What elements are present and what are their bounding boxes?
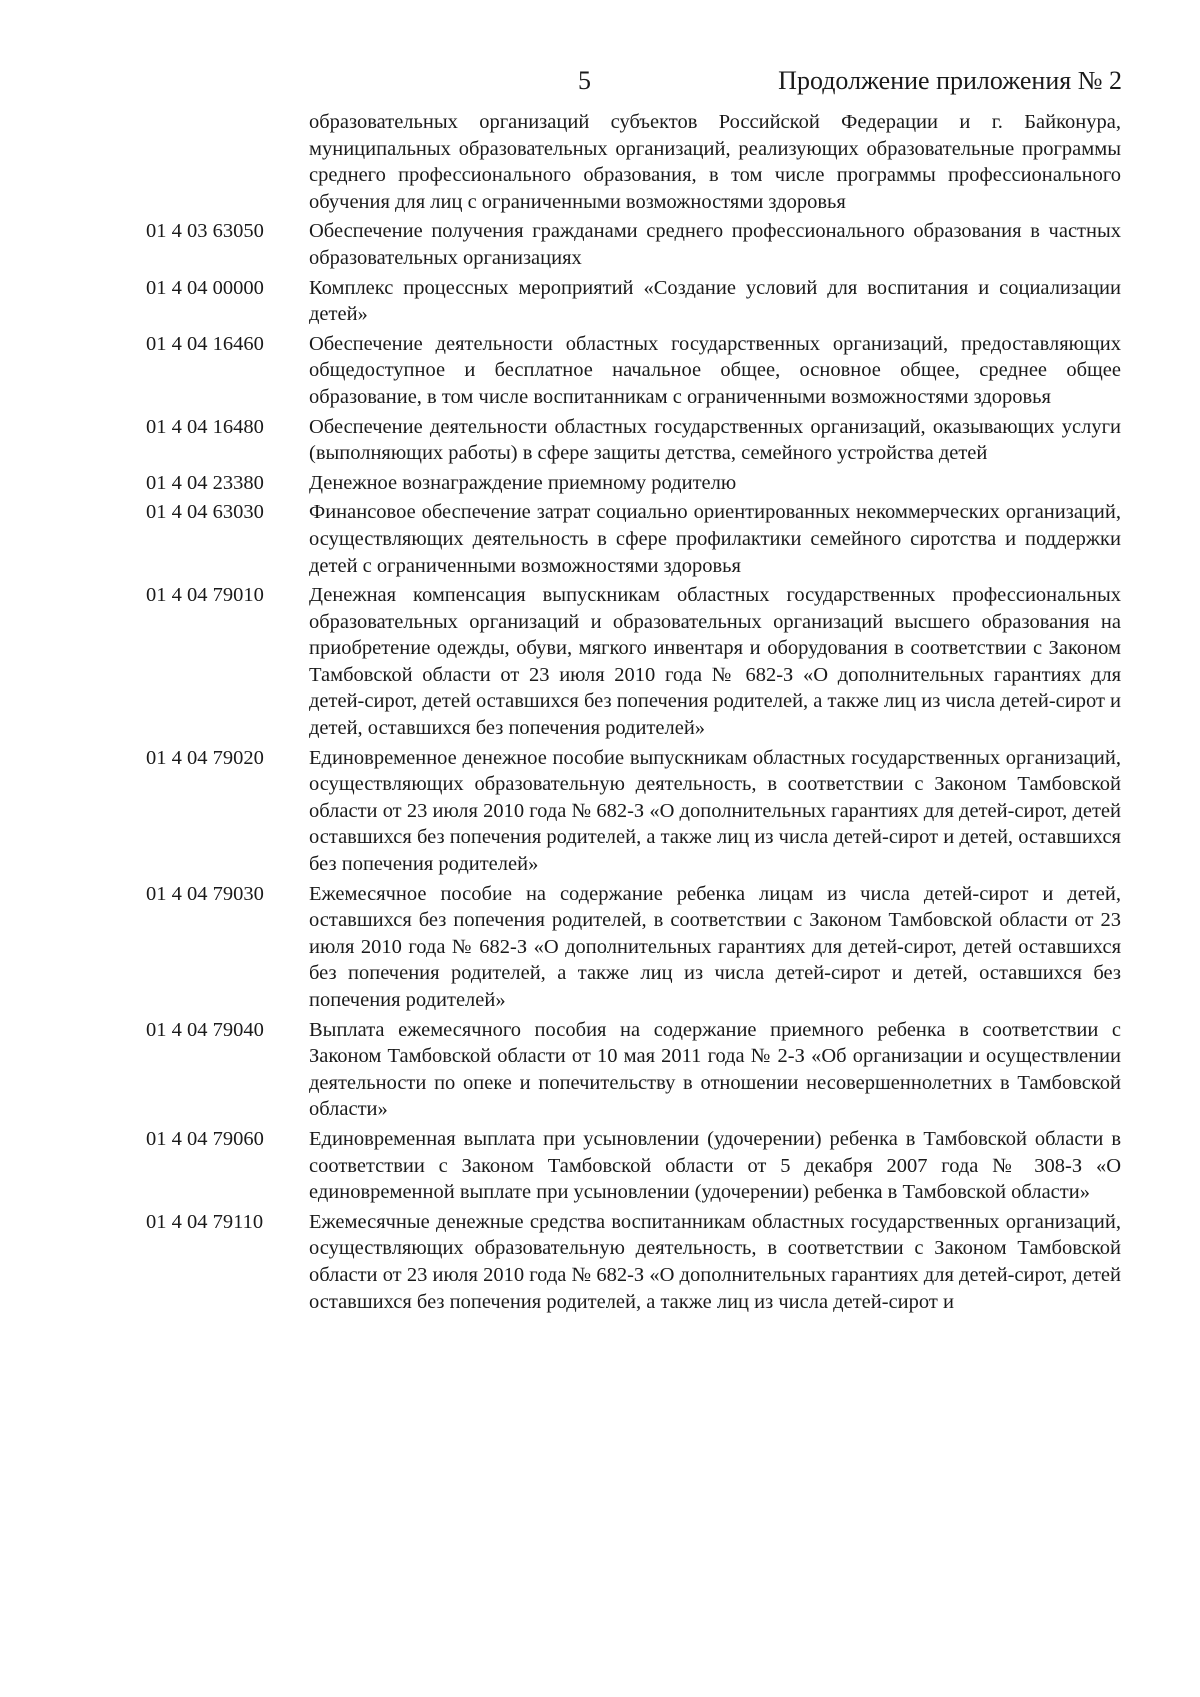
list-item bbox=[146, 499, 1121, 579]
row-description: Выплата ежемесячного пособия на содержание приемного ребенка в соответствии с Законом Тамбовской области от 10 мая 2011 года № 2-З «Об организации и осуществлении деятельности по опеке и попечительству в отношении несовершеннолетних в Тамбовской области» bbox=[309, 1018, 1121, 1121]
page-header bbox=[0, 66, 1200, 106]
list-item bbox=[146, 331, 1121, 411]
list-item bbox=[146, 1017, 1121, 1123]
row-code: 01 4 04 16460 bbox=[146, 332, 264, 355]
row-code: 01 4 04 79020 bbox=[146, 746, 264, 769]
row-code: 01 4 04 00000 bbox=[146, 276, 264, 299]
list-item bbox=[146, 745, 1121, 878]
row-code: 01 4 04 79030 bbox=[146, 882, 264, 905]
row-description: Единовременное денежное пособие выпускникам областных государственных организаций, осуществляющих образовательную деятельность, в соответствии с Законом Тамбовской области от 23 июля 2010 года № 682-З «О дополнительных гарантиях для детей-сирот, детей оставшихся без попечения родителей, а также лиц из числа детей-сирот и детей, оставшихся без попечения родителей» bbox=[309, 746, 1121, 876]
list-item bbox=[146, 414, 1121, 467]
row-description: образовательных организаций субъектов Российской Федерации и г. Байконура, муниципальных образовательных организаций, реализующих образовательные программы среднего профессионального образования, в том числе программы профессионального обучения для лиц с ограниченными возможностями здоровья bbox=[309, 111, 1121, 213]
row-code: 01 4 04 79040 bbox=[146, 1018, 264, 1041]
row-description: Обеспечение получения гражданами среднего профессионального образования в частных образовательных организациях bbox=[309, 220, 1121, 269]
row-code: 01 4 04 79060 bbox=[146, 1127, 264, 1150]
list-item bbox=[146, 582, 1121, 742]
row-code: 01 4 04 79010 bbox=[146, 584, 264, 607]
page-number: 5 bbox=[578, 66, 591, 95]
row-description: Финансовое обеспечение затрат социально ориентированных некоммерческих организаций, осуществляющих деятельность в сфере профилактики семейного сиротства и поддержки детей с ограниченными возможностями здоровья bbox=[309, 501, 1121, 577]
list-item bbox=[146, 881, 1121, 1014]
appendix-continuation-title: Продолжение приложения № 2 bbox=[778, 66, 1122, 95]
row-description: Ежемесячные денежные средства воспитанникам областных государственных организаций, осуществляющих образовательную деятельность, в соответствии с Законом Тамбовской области от 23 июля 2010 года № 682-З «О дополнительных гарантиях для детей-сирот, детей оставшихся без попечения родителей, а также лиц из числа детей-сирот и bbox=[309, 1210, 1121, 1313]
row-code: 01 4 03 63050 bbox=[146, 220, 264, 243]
list-item bbox=[146, 1126, 1121, 1206]
row-description: Единовременная выплата при усыновлении (удочерении) ребенка в Тамбовской области в соответствии с Законом Тамбовской области от 5 декабря 2007 года № 308-З «О единовременной выплате при усыновлении (удочерении) ребенка в Тамбовской области» bbox=[309, 1127, 1121, 1204]
row-code: 01 4 04 16480 bbox=[146, 415, 264, 438]
row-description: Обеспечение деятельности областных государственных организаций, предоставляющих общедоступное и бесплатное начальное общее, основное общее, среднее общее образование, в том числе воспитанникам с ограниченными возможностями здоровья bbox=[309, 332, 1121, 408]
list-item bbox=[146, 470, 1121, 497]
list-item-continuation bbox=[146, 109, 1121, 215]
list-item bbox=[146, 218, 1121, 271]
row-description: Комплекс процессных мероприятий «Создание условий для воспитания и социализации детей» bbox=[309, 276, 1121, 326]
row-code: 01 4 04 79110 bbox=[146, 1210, 264, 1233]
list-item bbox=[146, 275, 1121, 328]
row-code: 01 4 04 23380 bbox=[146, 471, 264, 494]
row-description: Денежная компенсация выпускникам областных государственных профессиональных образовательных организаций и образовательных организаций высшего образования на приобретение одежды, обуви, мягкого инвентаря и оборудования в соответствии с Законом Тамбовской области от 23 июля 2010 года № 682-З «О дополнительных гарантиях для детей-сирот, детей оставшихся без попечения родителей, а также лиц из числа детей-сирот и детей, оставшихся без попечения родителей» bbox=[309, 584, 1121, 740]
list-item bbox=[146, 1209, 1121, 1315]
row-description: Ежемесячное пособие на содержание ребенка лицам из числа детей-сирот и детей, оставшихся без попечения родителей, в соответствии с Законом Тамбовской области от 23 июля 2010 года № 682-З «О дополнительных гарантиях для детей-сирот, детей оставшихся без попечения родителей, а также лиц из числа детей-сирот и детей, оставшихся без попечения родителей» bbox=[309, 882, 1121, 1011]
row-description: Денежное вознаграждение приемному родителю bbox=[309, 471, 737, 494]
classification-list bbox=[146, 109, 1121, 1318]
row-description: Обеспечение деятельности областных государственных организаций, оказывающих услуги (выполняющих работы) в сфере защиты детства, семейного устройства детей bbox=[309, 415, 1121, 465]
row-code: 01 4 04 63030 bbox=[146, 501, 264, 524]
